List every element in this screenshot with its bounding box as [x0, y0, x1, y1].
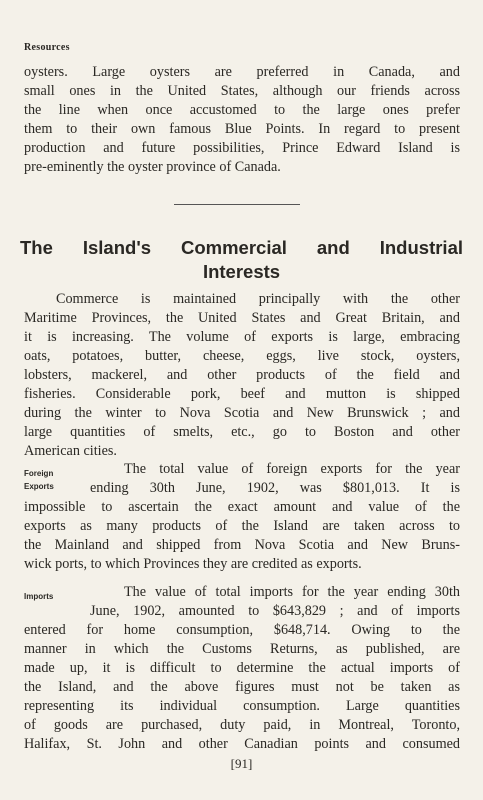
imports-paragraph [24, 583, 460, 754]
text-line: manner in which the Customs Returns, as published, are [24, 641, 460, 657]
text-line: small ones in the United States, although our friends across [24, 83, 460, 99]
text-line: The total value of foreign exports for the year [124, 461, 460, 477]
text-line: the Island, and the above figures must not be taken as [24, 679, 460, 695]
side-note-line: Exports [24, 482, 54, 491]
section-title-line: The Island's Commercial and Industrial [20, 237, 463, 258]
section-title-line: Interests [202, 261, 281, 282]
text-line: made up, it is difficult to determine the actual imports of [24, 660, 460, 676]
intro-paragraph [24, 63, 460, 177]
text-line: Halifax, St. John and other Canadian points and consumed [24, 736, 460, 752]
text-line: fisheries. Considerable pork, beef and mutton is shipped [24, 386, 460, 402]
text-line: production and future possibilities, Prince Edward Island is [24, 140, 460, 156]
text-line: pre-eminently the oyster province of Canada. [24, 159, 281, 175]
text-line: them to their own famous Blue Points. In regard to present [24, 121, 460, 137]
text-line: ending 30th June, 1902, was $801,013. It is [90, 480, 460, 496]
text-line: Commerce is maintained principally with the other [56, 291, 460, 307]
text-line: wick ports, to which Provinces they are credited as exports. [24, 556, 362, 572]
commerce-paragraph [24, 290, 460, 461]
text-line: June, 1902, amounted to $643,829 ; and of imports [90, 603, 460, 619]
text-line: oats, potatoes, butter, cheese, eggs, live stock, oysters, [24, 348, 460, 364]
text-line: representing its individual consumption. Large quantities [24, 698, 460, 714]
text-line: lobsters, mackerel, and other products of the field and [24, 367, 460, 383]
text-line: exports as many products of the Island are taken across to [24, 518, 460, 534]
section-divider [174, 204, 300, 205]
text-line: large quantities of smelts, etc., go to Boston and other [24, 424, 460, 440]
text-line: impossible to ascertain the exact amount and value of the [24, 499, 460, 515]
text-line: entered for home consumption, $648,714. Owing to the [24, 622, 460, 638]
text-line: The value of total imports for the year ending 30th [124, 584, 460, 600]
text-line: of goods are purchased, duty paid, in Montreal, Toronto, [24, 717, 460, 733]
section-title [20, 236, 463, 284]
text-line: Maritime Provinces, the United States and Great Britain, and [24, 310, 460, 326]
text-line: the Mainland and shipped from Nova Scotia and New Bruns- [24, 537, 460, 553]
exports-paragraph [24, 460, 460, 574]
text-line: it is increasing. The volume of exports is large, embracing [24, 329, 460, 345]
text-line: American cities. [24, 443, 117, 459]
side-note-imports: Imports [24, 592, 54, 601]
page-number: [91] [230, 756, 253, 771]
text-line: oysters. Large oysters are preferred in Canada, and [24, 64, 460, 80]
text-line: the line when once accustomed to the large ones prefer [24, 102, 460, 118]
running-head: Resources [24, 42, 70, 53]
side-note-line: Foreign [24, 469, 54, 478]
text-line: during the winter to Nova Scotia and New Brunswick ; and [24, 405, 460, 421]
